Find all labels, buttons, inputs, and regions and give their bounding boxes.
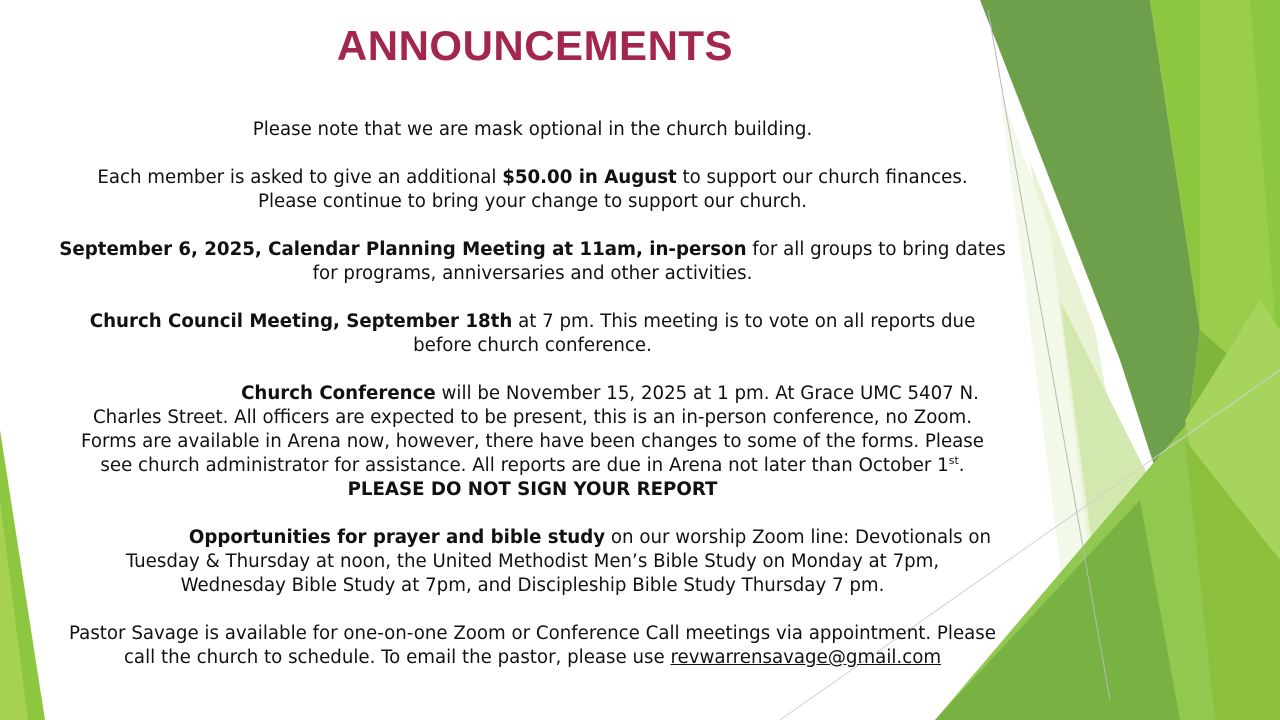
pastor-email-link[interactable]: revwarrensavage@gmail.com <box>670 647 942 668</box>
page-title: ANNOUNCEMENTS <box>336 22 734 69</box>
prayer-bible-study-notice: Opportunities for prayer and bible study on our worship Zoom line: Devotionals on Tuesday & Thursday at noon, the United Methodist Men’s Bible Study on Monday at 7pm, Wednesday Bible Study at 7pm, and Discipleship Bible Study Thursday 7 pm. <box>125 527 992 596</box>
council-meeting-notice: Church Council Meeting, September 18th at 7 pm. This meeting is to vote on all reports due before church conference. <box>89 311 976 356</box>
church-conference-notice: Church Conference will be November 15, 2025 at 1 pm. At Grace UMC 5407 N. Charles Street. All officers are expected to be present, this is an in-person conference, no Zoom. Forms are available in Arena now, however, there have been changes to some of the forms. Please see church administrator for assistance. All reports are due in Arena not later than October 1st. PLEASE DO NOT SIGN YOUR REPORT <box>81 383 984 500</box>
mask-notice: Please note that we are mask optional in the church building. <box>252 119 813 140</box>
announcements-body <box>30 118 1035 694</box>
pastor-contact-notice: Pastor Savage is available for one-on-one Zoom or Conference Call meetings via appointment. Please call the church to schedule. To email the pastor, please use revwarrensavage@gmail.com <box>69 623 996 668</box>
finance-notice: Each member is asked to give an additional $50.00 in August to support our church finances. Please continue to bring your change to support our church. <box>97 167 968 212</box>
do-not-sign-warning: PLEASE DO NOT SIGN YOUR REPORT <box>347 479 718 500</box>
calendar-meeting-notice: September 6, 2025, Calendar Planning Meeting at 11am, in-person for all groups to bring dates for programs, anniversaries and other activities. <box>59 239 1006 284</box>
